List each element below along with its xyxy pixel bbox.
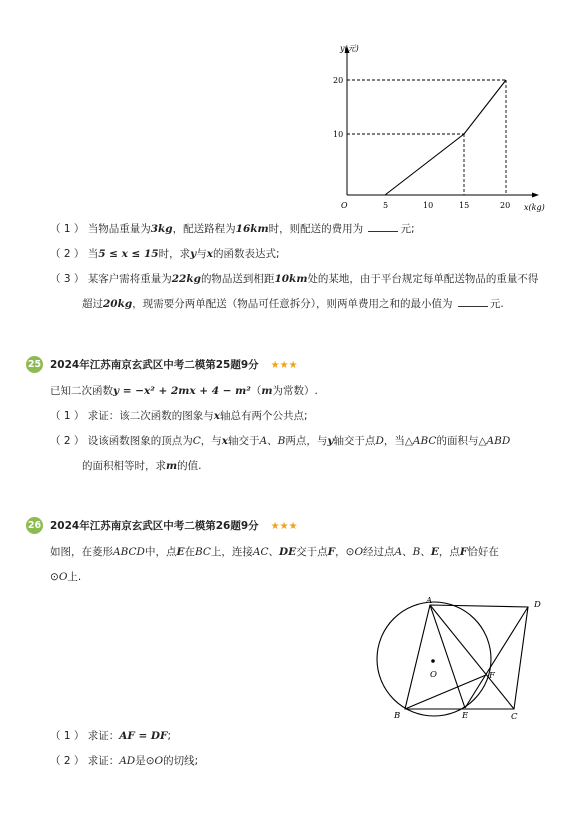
text: 是⊙ [135,755,155,767]
x-tick-label: 10 [423,201,434,210]
math: B [412,546,421,558]
text: ，与 [200,435,222,447]
q24-part2 [50,246,280,262]
text: 求证： [87,755,120,767]
math: B [277,435,286,447]
math: F [459,546,468,558]
text: ，点 [438,546,460,558]
text: 求证： [87,730,120,742]
math: 5 ≤ x ≤ 15 [98,248,159,260]
text: 中，点 [144,546,177,558]
q25-part2 [50,433,510,449]
difficulty-stars: ★★★ [270,360,298,371]
point-label-A: A [426,596,433,606]
y-axis-label: y(元) [340,44,359,53]
text: 求证：该二次函数的图象与 [87,410,214,422]
math: m [261,385,273,397]
text: ，⊙ [335,546,355,558]
point-label-F: F [489,671,495,681]
point-label-O: O [430,670,437,680]
x-tick-label: 20 [500,201,511,210]
text: ，当 [383,435,405,447]
text: 轴交于 [228,435,260,447]
q26-part1 [50,728,171,744]
text: 元. [489,298,504,310]
text: 、 [420,546,431,558]
part-number: （ 1 ） [50,730,85,742]
part-number: （ 2 ） [50,435,85,447]
text: 为常数）. [272,385,318,397]
point-label-C: C [511,712,518,722]
q26-part2 [50,753,198,769]
x-tick-label: 5 [383,201,389,210]
question-title [50,518,298,535]
question-number-badge: 26 [26,517,43,534]
math: D [375,435,384,447]
math: x [221,435,229,447]
text: 的函数表达式; [212,248,280,260]
y-tick-label: 10 [333,130,344,139]
math: y [190,248,197,260]
math: AC [252,546,269,558]
text: 上，连接 [210,546,253,558]
q26-stem-continued [50,569,81,585]
answer-blank[interactable] [458,297,488,307]
question-title-text: 2024年江苏南京玄武区中考二模第26题9分 [50,520,259,532]
origin-label: O [341,201,348,210]
text: ，现需要分两单配送（物品可任意拆分），则两单费用之和的最小值为 [132,298,453,310]
q24-part3-continued [82,296,504,312]
q24-part3 [50,271,538,287]
part-number: （ 2 ） [50,248,85,260]
question-title [50,357,298,374]
q26-stem [50,544,499,560]
math: O [154,755,164,767]
q24-part1 [50,221,415,237]
x-axis-label: x(kg) [524,203,545,212]
math: m [166,460,178,472]
math: BC [194,546,211,558]
text: ，配送路程为 [172,223,236,235]
point-label-B: B [394,711,401,721]
point-label-E: E [462,711,469,721]
part-number: （ 2 ） [50,755,85,767]
text: 当 [87,248,99,260]
math: E [176,546,185,558]
question-title-text: 2024年江苏南京玄武区中考二模第25题9分 [50,359,259,371]
text: 的面积与 [436,435,479,447]
math: y [327,435,334,447]
math: E [430,546,439,558]
math: AD [119,755,136,767]
math: 20kg [103,298,133,310]
text: 当物品重量为 [87,223,151,235]
text: 已知二次函数 [50,385,113,397]
text: 超过 [82,298,103,310]
q25-part2-continued [82,458,201,474]
text: 时，求 [158,248,191,260]
text: 如图，在菱形 [50,546,113,558]
math: x [206,248,213,260]
text: 处的某地，由于平台规定每单配送物品的重量不得 [307,273,539,285]
q25-stem [50,383,318,399]
math: y = −x² + 2mx + 4 − m² [113,385,251,397]
math: 3kg [150,223,173,235]
text: 、 [267,435,278,447]
math: 16km [235,223,269,235]
part-number: （ 3 ） [50,273,85,285]
math: AF = DF [119,730,168,742]
text: 元; [400,223,415,235]
text: 在 [184,546,195,558]
math: A [259,435,268,447]
text: （ [250,385,262,397]
text: 轴总有两个公共点; [219,410,308,422]
question-number-badge: 25 [26,356,43,373]
text: ; [167,730,172,742]
text: 、 [268,546,280,558]
math: DE [279,546,297,558]
math: O [58,571,68,583]
text: 、 [402,546,413,558]
part-number: （ 1 ） [50,223,85,235]
text: 两点，与 [285,435,328,447]
text: 时，则配送的费用为 [268,223,364,235]
text: 某客户需将重量为 [87,273,172,285]
text: 的值. [177,460,202,472]
math: △ABD [478,435,511,447]
text: 的面积相等时，求 [82,460,166,472]
math: O [354,546,364,558]
text: ⊙ [50,571,59,583]
text: 交于点 [296,546,328,558]
math: 10km [274,273,308,285]
text: 的切线; [163,755,199,767]
point-label-D: D [534,600,541,610]
cost-weight-graph [330,38,550,218]
text: 上. [67,571,82,583]
math: F [327,546,336,558]
text: 的物品送到相距 [200,273,275,285]
text: 恰好在 [467,546,499,558]
text: 经过点 [363,546,395,558]
math: A [394,546,403,558]
text: 轴交于点 [333,435,376,447]
answer-blank[interactable] [368,222,398,232]
part-number: （ 1 ） [50,410,85,422]
x-tick-label: 15 [459,201,470,210]
q25-part1 [50,408,308,424]
y-tick-label: 20 [333,76,344,85]
text: 设该函数图象的顶点为 [87,435,193,447]
math: △ABC [404,435,437,447]
difficulty-stars: ★★★ [270,521,298,532]
text: 与 [196,248,207,260]
math: x [213,410,220,422]
rhombus-circle-figure [368,592,550,724]
math: C [192,435,201,447]
math: ABCD [113,546,145,558]
math: 22kg [171,273,201,285]
